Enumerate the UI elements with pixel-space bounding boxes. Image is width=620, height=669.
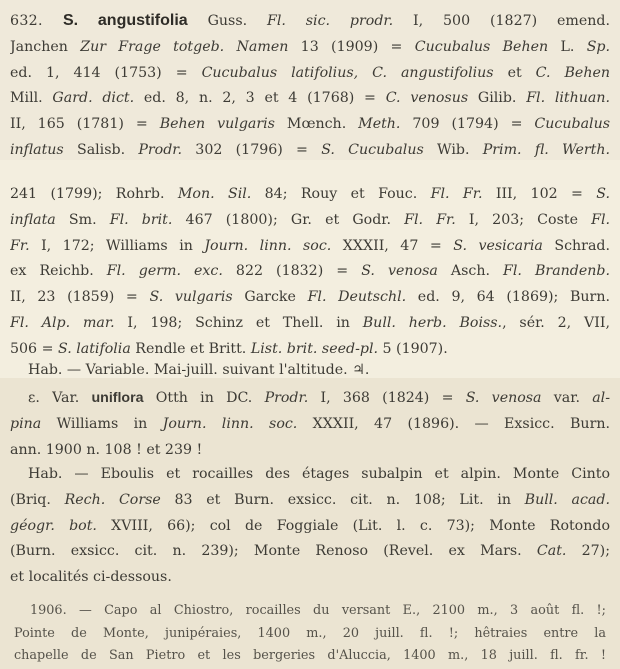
text-line [10,462,610,488]
synonym: inflata [10,211,56,228]
text-line [10,138,610,164]
citation-text: Sm. [55,211,110,228]
locality-line: chapelle de San Pietro et les bergeries d'Aluccia, 1400 m., 18 juill. fl. fr. ! [14,648,606,663]
localities-list [14,600,606,668]
locality-line: 1906. — Capo al Chiostro, rocailles du versant E., 2100 m., 3 août fl. !; [30,603,606,618]
synonym: Cucubalus Behen [414,38,549,55]
citation-text: I, 368 (1824) = [308,390,466,406]
habitat-text: Hab. — Eboulis et rocailles des étages subalpin et alpin. Monte Cinto [28,466,610,482]
text-line [10,438,610,464]
text-line [10,182,610,208]
citation-text: 84; Rouy et Fouc. [251,186,431,202]
synonym: C. Behen [535,64,610,81]
locality-line: Pointe de Monte, junipéraies, 1400 m., 20 juill. fl. !; hêtraies entre la [14,625,606,641]
citation-title: Sp. [586,38,610,55]
text-line [10,86,610,112]
citation-title: Fl. Fr. [430,186,483,202]
author: Guss. [187,13,267,29]
citation-text: I, 203; Coste [455,211,592,228]
citation-text: Mœnch. [274,116,359,133]
citation-title: Bull. herb. Boiss. [362,314,503,331]
variety-marker: ε. Var. [28,390,92,406]
synonym: Cucubalus [534,116,610,133]
citation-text: Salisb. [63,141,139,158]
citation-text: XXXII, 47 = [331,237,454,254]
synonym: pina [10,415,42,432]
text-line [10,234,610,260]
synonym: S. vesicaria [453,237,543,254]
citation-text: II, 165 (1781) = [10,116,160,133]
citation-title: Fl. [591,211,610,228]
exsiccata-text: ann. 1900 n. 108 ! et 239 ! [10,441,203,458]
citation-title: Mon. Sil. [177,186,252,202]
text-line [10,386,610,412]
citation-title: Fr. [10,237,30,254]
variety-name: uniflora [91,390,144,406]
citation-title: List. brit. seed-pl. [250,340,378,357]
citation-title: Cat. [536,543,567,560]
synonym: S. venosa [465,390,542,406]
variety-entry [10,386,610,463]
variety-habitat [10,462,610,591]
citation-text: 467 (1800); Gr. et Godr. [172,211,405,228]
citation-text: (Burn. exsicc. cit. n. 239); Monte Renoso (Revel. ex Mars. [10,543,537,560]
citation-text: Otth in DC. [143,390,265,406]
text-line [10,35,610,61]
citation-title: Fl. Fr. [404,211,456,228]
text-line [10,285,610,311]
habitat-note [28,358,610,384]
text-line [10,539,610,565]
synonym: Behen vulgaris [159,116,275,133]
synonym: Cucubalus latifolius, C. angustifolius [201,64,494,81]
citation-title: géogr. bot. [10,517,97,534]
text-line [10,112,610,138]
citation-text: 302 (1796) = [182,141,322,158]
text-line [10,412,610,438]
citation-text: Rendle et Britt. [130,340,251,357]
citation-title: Fl. germ. exc. [106,263,223,280]
citation-title: Fl. Alp. mar. [10,314,115,331]
text-line [10,565,610,591]
citation-title: Meth. [358,116,401,133]
citation-text: 709 (1794) = [400,116,535,133]
citation-title: Fl. Brandenb. [503,263,610,280]
citation-title: Fl. sic. prodr. [267,13,394,29]
species-name: S. angustifolia [62,12,188,29]
citation-text: 5 (1907). [378,340,448,357]
citation-title: Fl. brit. [109,211,173,228]
citation-text: Garcke [232,289,308,306]
species-number: 632. [10,13,63,29]
citation-title: Gard. dict. [52,90,135,107]
citation-text: Williams in [41,415,163,432]
citation-text: 241 (1799); Rohrb. [10,186,178,202]
citation-text: 27); [566,543,610,560]
synonymy-continued [10,182,610,363]
text-line [10,8,610,35]
citation-title: Fl. lithuan. [526,90,610,107]
citation-text: III, 102 = [482,186,597,202]
citation-title: Journ. linn. soc. [162,415,298,432]
text-line [10,259,610,285]
text-line [10,514,610,540]
citation-text: Wib. [423,141,483,158]
citation-text: I, 198; Schinz et Thell. in [114,314,363,331]
citation-text: , sér. 2, VII, [502,314,610,331]
synonym: al- [592,390,610,406]
citation-text: Janchen [10,38,81,55]
citation-text: XXXII, 47 (1896). — Exsicc. Burn. [297,415,610,432]
text-line [10,488,610,514]
synonym: S. latifolia [58,340,131,357]
citation-text: I, 172; Williams in [29,237,205,254]
citation-text: var. [541,390,593,406]
citation-text: Asch. [437,263,504,280]
text-line [10,208,610,234]
citation-text: 83 et Burn. exsicc. cit. n. 108; Lit. in [160,491,525,508]
synonym: S. vulgaris [149,289,233,306]
habitat-text: Hab. — Variable. Mai-juill. suivant l'altitude. ♃. [28,362,370,378]
synonym: S. [596,186,610,202]
citation-text: ex Reichb. [10,263,107,280]
citation-text: ed. 9, 64 (1869); Burn. [406,289,610,306]
text-line [10,311,610,337]
synonym: S. Cucubalus [321,141,424,158]
citation-text: Gilib. [468,90,527,107]
citation-title: Bull. acad. [524,491,610,508]
citation-text: 506 = [10,340,58,357]
citation-title: Zur Frage totgeb. Namen [80,38,289,55]
synonym: C. venosus [385,90,469,107]
citation-text: Schrad. [542,237,610,254]
citation-text: et [493,64,536,81]
citation-text: Mill. [10,90,53,107]
citation-text: (Briq. [10,491,65,508]
citation-title: Prodr. [138,141,183,158]
citation-text: II, 23 (1859) = [10,289,150,306]
citation-text: 822 (1832) = [222,263,362,280]
citation-title: Prodr. [264,390,309,406]
synonym: inflatus [10,141,64,158]
text-line [10,61,610,87]
citation-text: ed. 1, 414 (1753) = [10,64,202,81]
species-entry-heading [10,8,610,164]
synonym: S. venosa [361,263,438,280]
citation-title: Fl. Deutschl. [307,289,407,306]
citation-title: Prim. fl. Werth. [482,141,610,158]
citation-text: L. [548,38,587,55]
citation-title: Rech. Corse [64,491,161,508]
citation-text: ed. 8, n. 2, 3 et 4 (1768) = [134,90,386,107]
citation-text: I, 500 (1827) emend. [393,13,610,29]
habitat-text: et localités ci-dessous. [10,569,172,586]
citation-text: 13 (1909) = [288,38,415,55]
citation-text: XVIII, 66); col de Foggiale (Lit. l. c. 73); Monte Rotondo [96,517,610,534]
citation-title: Journ. linn. soc. [204,237,332,254]
